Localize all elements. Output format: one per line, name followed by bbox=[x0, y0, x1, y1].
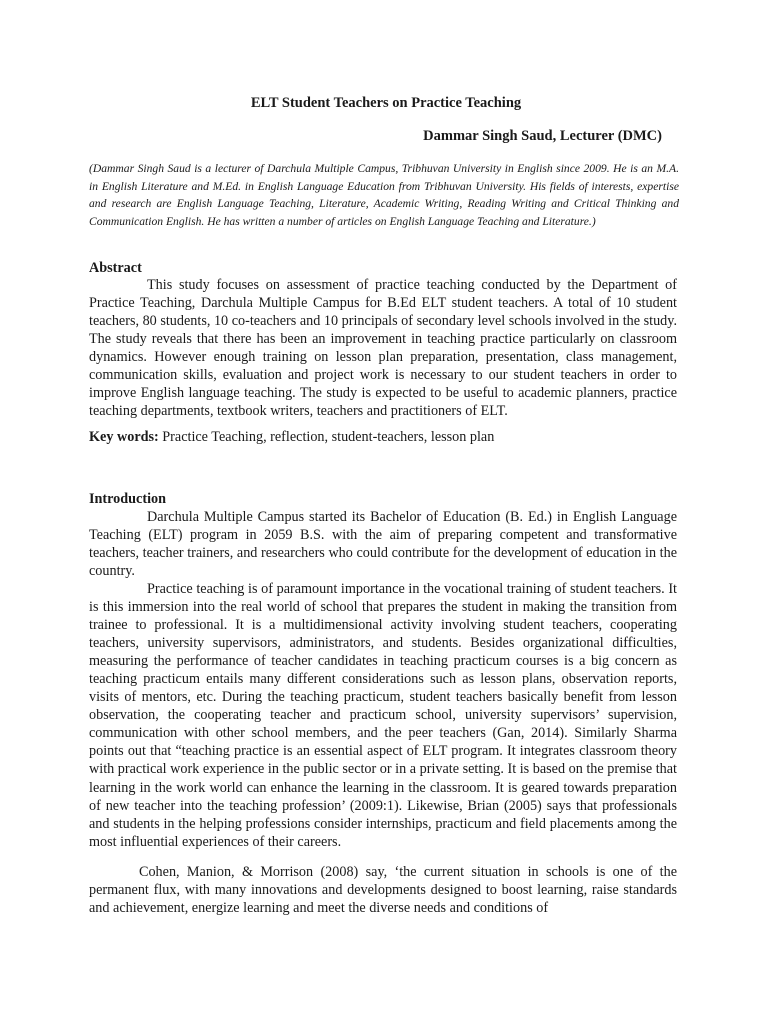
introduction-paragraph-3 bbox=[89, 863, 677, 917]
introduction-text-2: Practice teaching is of paramount importance in the vocational training of student teachers. It is this immersion into the real world of school that prepares the student in making the transition from trainee to professional. It is a multidimensional activity involving student teachers, cooperating teachers, university supervisors, administrators, and students. Besides organizational difficulties, measuring the performance of teacher candidates in teaching practicum courses is a big concern as teaching practicum entails many different considerations such as lesson plans, observation reports, visits of mentors, etc. During the teaching practicum, student teachers basically benefit from lesson observation, the cooperating teacher and practicum school, university supervisors’ supervision, communication with other school members, and the peer teachers (Gan, 2014). Similarly Sharma points out that “teaching practice is an essential aspect of ELT program. It integrates classroom theory with practical work experience in the public sector or in a private setting. It is based on the premise that learning in the work world can enhance the learning in the classroom. It is geared towards preparation of new teacher into the teaching profession’ (2009:1). Likewise, Brian (2005) says that professionals and students in the helping professions consider internships, practicum and field placements among the most influential experiences of their careers. bbox=[89, 581, 677, 850]
introduction-text-3: Cohen, Manion, & Morrison (2008) say, ‘the current situation in schools is one of the permanent flux, with many innovations and developments designed to boost learning, raise standards and achievement, energize learning and meet the diverse needs and conditions of bbox=[89, 864, 677, 917]
keywords-text: Practice Teaching, reflection, student-teachers, lesson plan bbox=[162, 429, 495, 445]
abstract-paragraph bbox=[89, 276, 677, 420]
introduction-paragraph-1 bbox=[89, 508, 677, 580]
introduction-paragraph-2 bbox=[89, 580, 677, 851]
introduction-text-1: Darchula Multiple Campus started its Bachelor of Education (B. Ed.) in English Language Teaching (ELT) program in 2059 B.S. with the aim of preparing competent and transformative teachers, teacher trainers, and researchers who could contribute for the development of education in the country. bbox=[89, 509, 677, 580]
introduction-heading: Introduction bbox=[89, 491, 166, 507]
author-line: Dammar Singh Saud, Lecturer (DMC) bbox=[423, 128, 662, 144]
keywords-label: Key words: bbox=[89, 429, 159, 445]
document-title: ELT Student Teachers on Practice Teaching bbox=[250, 95, 522, 111]
keywords-line bbox=[89, 428, 494, 446]
abstract-text: This study focuses on assessment of practice teaching conducted by the Department of Practice Teaching, Darchula Multiple Campus for B.Ed ELT student teachers. A total of 10 student teachers, 80 students, 10 co-teachers and 10 principals of secondary level schools involved in the study. The study reveals that there has been an improvement in teaching practice particularly on classroom dynamics. However enough training on lesson plan preparation, presentation, class management, communication skills, evaluation and project work is necessary to our student teachers in order to improve English language teaching. The study is expected to be useful to academic planners, practice teaching departments, textbook writers, teachers and practitioners of ELT. bbox=[89, 277, 677, 420]
author-bio: (Dammar Singh Saud is a lecturer of Darchula Multiple Campus, Tribhuvan University in English since 2009. He is an M.A. in English Literature and M.Ed. in English Language Education from Tribhuvan University. His fields of interests, expertise and research are English Language Teaching, Literature, Academic Writing, Reading Writing and Critical Thinking and Communication English. He has written a number of articles on English Language Teaching and Literature.) bbox=[89, 162, 679, 228]
abstract-heading: Abstract bbox=[89, 260, 142, 276]
